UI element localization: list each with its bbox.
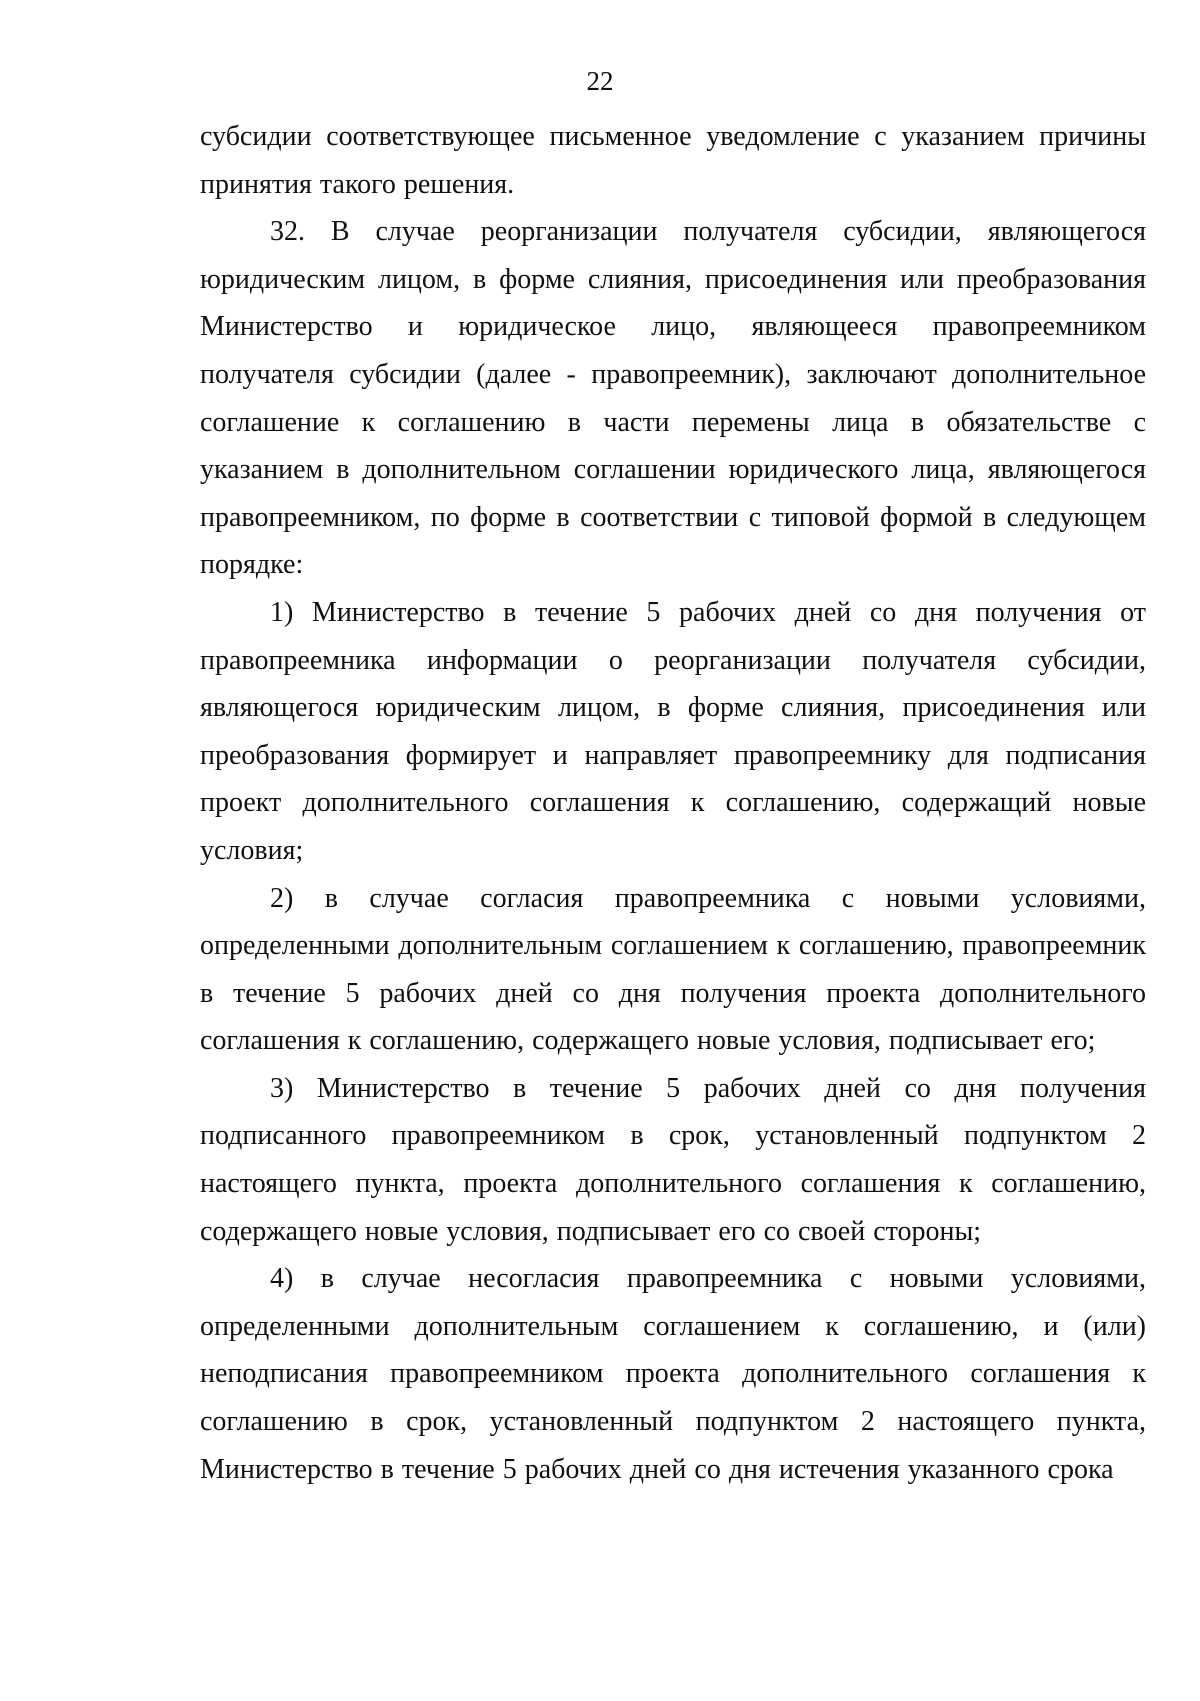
document-body	[200, 113, 1146, 1493]
page-number: 22	[586, 66, 614, 96]
paragraph-item-1: 1) Министерство в течение 5 рабочих дней со дня получения от правопреемника информации о реорганизации получателя субсидии, являющегося юридическим лицом, в форме слияния, присоединения или преобразования формирует и направляет правопреемнику для подписания проект дополнительного соглашения к соглашению, содержащий новые условия;	[200, 596, 1146, 866]
paragraph-clause-32: 32. В случае реорганизации получателя субсидии, являющегося юридическим лицом, в форме слияния, присоединения или преобразования Министерство и юридическое лицо, являющееся правопреемником получателя субсидии (далее - правопреемник), заключают дополнительное соглашение к соглашению в части перемены лица в обязательстве с указанием в дополнительном соглашении юридического лица, являющегося правопреемником, по форме в соответствии с типовой формой в следующем порядке:	[200, 216, 1146, 581]
paragraph-item-4: 4) в случае несогласия правопреемника с новыми условиями, определенными дополнительным соглашением к соглашению, и (или) неподписания правопреемником проекта дополнительного соглашения к соглашению в срок, установленный подпунктом 2 настоящего пункта, Министерство в течение 5 рабочих дней со дня истечения указанного срока	[200, 1263, 1146, 1485]
paragraph-item-3: 3) Министерство в течение 5 рабочих дней со дня получения подписанного правопреемником в срок, установленный подпунктом 2 настоящего пункта, проекта дополнительного соглашения к соглашению, содержащего новые условия, подписывает его со своей стороны;	[200, 1072, 1146, 1247]
paragraph-continuation: субсидии соответствующее письменное уведомление с указанием причины принятия такого решения.	[200, 121, 1146, 200]
paragraph-item-2: 2) в случае согласия правопреемника с новыми условиями, определенными дополнительным соглашением к соглашению, правопреемник в течение 5 рабочих дней со дня получения проекта дополнительного соглашения к соглашению, содержащего новые условия, подписывает его;	[200, 882, 1146, 1057]
